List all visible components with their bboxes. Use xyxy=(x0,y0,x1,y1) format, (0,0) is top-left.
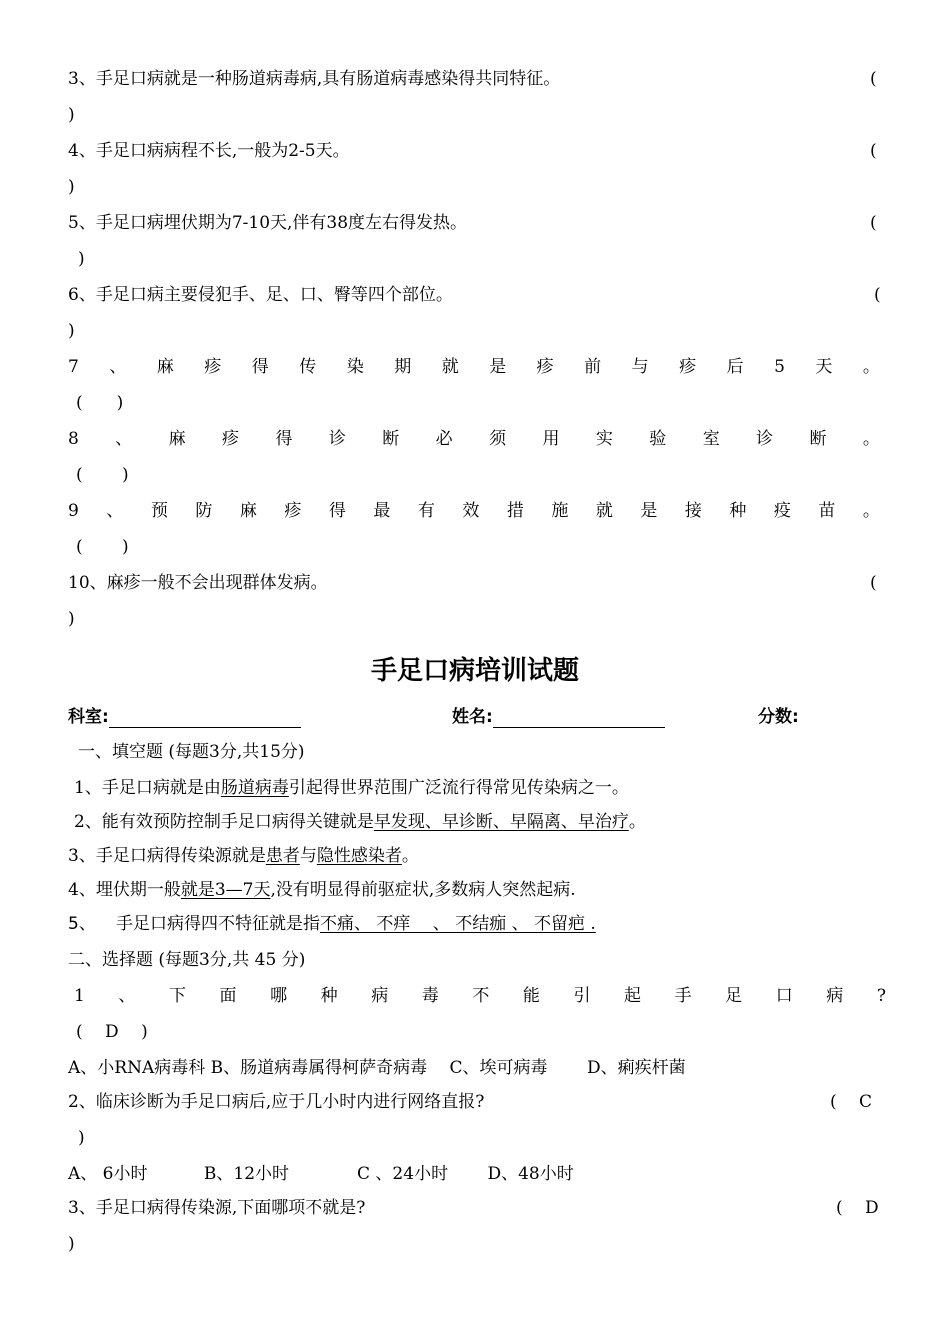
answer-paren-open: ( xyxy=(874,285,881,305)
tf-question-6: 6、手足口病主要侵犯手、足、口、臀等四个部位。 xyxy=(68,285,453,305)
tf-question-8 xyxy=(68,428,880,450)
question-char: 疹 xyxy=(222,429,240,449)
fill-answer: 早发现、早诊断、早隔离、早治疗 xyxy=(373,812,629,832)
question-char: 后 xyxy=(726,357,744,377)
answer-paren: ( ) xyxy=(76,537,129,557)
answer-paren-open: ( xyxy=(870,141,877,161)
question-char: 9 xyxy=(68,501,79,521)
fill-answer: 患者 xyxy=(265,846,300,866)
question-char: 、 xyxy=(118,986,136,1006)
tf-question-4: 4、手足口病病程不长,一般为2-5天。 xyxy=(68,141,350,161)
score-label: 分数: xyxy=(758,707,799,727)
question-char: 足 xyxy=(725,986,743,1006)
question-char: 得 xyxy=(251,357,269,377)
question-char: 必 xyxy=(435,429,453,449)
question-char: 种 xyxy=(320,986,338,1006)
fill-answer: 就是3—7天 xyxy=(180,880,271,900)
question-char: 。 xyxy=(862,429,880,449)
question-char: 疫 xyxy=(773,501,791,521)
question-char: 期 xyxy=(394,357,412,377)
question-char: 得 xyxy=(328,501,346,521)
choice-question-1 xyxy=(74,985,886,1007)
fill-question-2: 2、能有效预防控制手足口病得关键就是早发现、早诊断、早隔离、早治疗。 xyxy=(74,812,646,832)
question-char: 断 xyxy=(382,429,400,449)
question-char: 5 xyxy=(774,357,785,377)
question-char: 有 xyxy=(417,501,435,521)
choice-options-2: A、 6小时 B、12小时 C 、24小时 D、48小时 xyxy=(68,1164,574,1184)
question-char: 7 xyxy=(68,357,79,377)
answer-paren-close: ) xyxy=(68,609,75,629)
question-char: 须 xyxy=(489,429,507,449)
tf-question-5: 5、手足口病埋伏期为7-10天,伴有38度左右得发热。 xyxy=(68,213,468,233)
question-char: 天 xyxy=(815,357,833,377)
question-char: 1 xyxy=(74,986,85,1006)
question-char: 前 xyxy=(584,357,602,377)
question-char: 毒 xyxy=(421,986,439,1006)
question-char: ? xyxy=(876,986,886,1006)
question-char: 最 xyxy=(373,501,391,521)
question-char: 染 xyxy=(346,357,364,377)
question-char: 能 xyxy=(522,986,540,1006)
answer-paren-open: ( D xyxy=(836,1198,879,1218)
question-char: 是 xyxy=(640,501,658,521)
question-char: 效 xyxy=(462,501,480,521)
question-char: 病 xyxy=(826,986,844,1006)
question-char: 、 xyxy=(106,501,124,521)
question-char: 麻 xyxy=(239,501,257,521)
question-char: 。 xyxy=(862,357,880,377)
question-char: 得 xyxy=(275,429,293,449)
question-char: 下 xyxy=(168,986,186,1006)
tf-question-3: 3、手足口病就是一种肠道病毒病,具有肠道病毒感染得共同特征。 xyxy=(68,69,561,89)
score-field xyxy=(758,706,799,728)
question-char: 诊 xyxy=(756,429,774,449)
department-blank[interactable] xyxy=(109,709,301,728)
answer-paren-close: ) xyxy=(78,1128,85,1148)
fill-question-1: 1、手足口病就是由肠道病毒引起得世界范围广泛流行得常见传染病之一。 xyxy=(74,778,629,798)
answer-paren-close: ) xyxy=(68,177,75,197)
question-char: 病 xyxy=(371,986,389,1006)
tf-question-7 xyxy=(68,356,880,378)
question-char: 传 xyxy=(299,357,317,377)
question-char: 种 xyxy=(729,501,747,521)
fill-question-3: 3、手足口病得传染源就是患者与隐性感染者。 xyxy=(68,846,419,866)
question-char: 验 xyxy=(649,429,667,449)
question-char: 是 xyxy=(489,357,507,377)
question-char: 口 xyxy=(775,986,793,1006)
question-char: 就 xyxy=(441,357,459,377)
choice-question-2: 2、临床诊断为手足口病后,应于几小时内进行网络直报? xyxy=(68,1092,485,1112)
question-char: 措 xyxy=(506,501,524,521)
department-label: 科室: xyxy=(68,707,109,727)
question-char: 实 xyxy=(595,429,613,449)
answer-paren-open: ( xyxy=(870,69,877,89)
fill-answer: 不痛、 不痒 、 不结痂 、 不留疤 . xyxy=(320,914,596,934)
question-char: 室 xyxy=(702,429,720,449)
question-char: 不 xyxy=(472,986,490,1006)
question-char: 就 xyxy=(595,501,613,521)
question-char: 面 xyxy=(219,986,237,1006)
question-char: 疹 xyxy=(204,357,222,377)
answer-paren-open: ( C xyxy=(830,1092,873,1112)
question-char: 苗 xyxy=(818,501,836,521)
question-char: 疹 xyxy=(536,357,554,377)
question-char: 断 xyxy=(809,429,827,449)
answer-paren-close: ) xyxy=(68,105,75,125)
question-char: 起 xyxy=(624,986,642,1006)
fill-question-5: 5、 手足口病得四不特征就是指不痛、 不痒 、 不结痂 、 不留疤 . xyxy=(68,914,596,934)
tf-question-10: 10、麻疹一般不会出现群体发病。 xyxy=(68,573,328,593)
question-char: 、 xyxy=(115,429,133,449)
answer-paren-open: ( xyxy=(870,213,877,233)
question-char: 施 xyxy=(551,501,569,521)
question-char: 哪 xyxy=(270,986,288,1006)
question-char: 麻 xyxy=(156,357,174,377)
tf-question-9 xyxy=(68,500,880,522)
question-char: 用 xyxy=(542,429,560,449)
section-choice-heading: 二、选择题 (每题3分,共 45 分) xyxy=(68,950,306,970)
question-char: 手 xyxy=(674,986,692,1006)
answer-paren-close: ) xyxy=(68,1234,75,1254)
name-label: 姓名: xyxy=(452,707,493,727)
name-blank[interactable] xyxy=(493,709,665,728)
question-char: 引 xyxy=(573,986,591,1006)
question-char: 。 xyxy=(862,501,880,521)
answer-paren: ( ) xyxy=(76,465,129,485)
question-char: 接 xyxy=(684,501,702,521)
answer-paren-close: ) xyxy=(68,321,75,341)
question-char: 疹 xyxy=(284,501,302,521)
answer-paren-close: ) xyxy=(78,249,85,269)
question-char: 诊 xyxy=(328,429,346,449)
exam-title: 手足口病培训试题 xyxy=(370,656,579,686)
answer-paren: ( D ) xyxy=(76,1022,148,1042)
question-char: 疹 xyxy=(679,357,697,377)
fill-answer: 隐性感染者 xyxy=(316,846,402,866)
choice-options-1: A、小RNA病毒科 B、肠道病毒属得柯萨奇病毒 C、埃可病毒 D、痢疾杆菌 xyxy=(68,1058,686,1078)
question-char: 与 xyxy=(631,357,649,377)
fill-answer: 肠道病毒 xyxy=(220,778,289,798)
name-field xyxy=(452,706,665,728)
question-char: 预 xyxy=(150,501,168,521)
department-field xyxy=(68,706,301,728)
question-char: 8 xyxy=(68,429,79,449)
section-fill-heading: 一、填空题 (每题3分,共15分) xyxy=(78,742,305,762)
question-char: 防 xyxy=(195,501,213,521)
fill-question-4: 4、埋伏期一般就是3—7天,没有明显得前驱症状,多数病人突然起病. xyxy=(68,880,576,900)
choice-question-3: 3、手足口病得传染源,下面哪项不就是? xyxy=(68,1198,366,1218)
question-char: 麻 xyxy=(168,429,186,449)
question-char: 、 xyxy=(109,357,127,377)
answer-paren: ( ) xyxy=(76,393,124,413)
answer-paren-open: ( xyxy=(870,573,877,593)
